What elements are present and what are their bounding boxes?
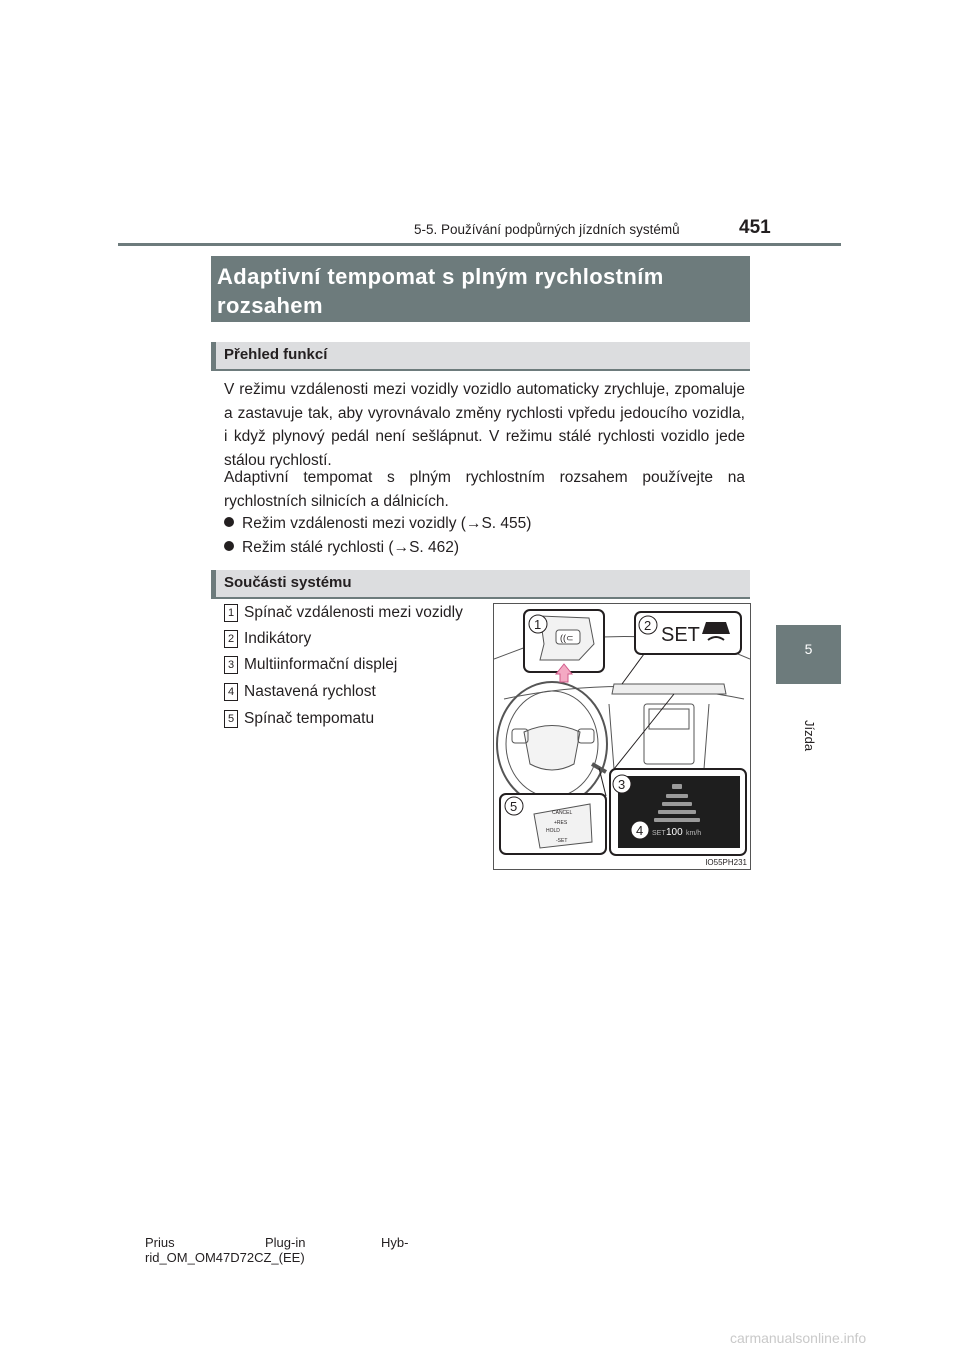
- lever-set: -SET: [556, 838, 568, 844]
- callout-4-label: 4: [636, 823, 644, 838]
- footer-variant: Plug-in: [265, 1235, 306, 1250]
- component-number: 5: [224, 710, 238, 728]
- bullet-text: Režim vzdálenosti mezi vozidly (→S. 455): [242, 515, 532, 532]
- leader-line-2: [622, 654, 644, 684]
- component-number: 4: [224, 683, 238, 701]
- callout-2-label: 2: [644, 618, 652, 633]
- component-item: [224, 653, 397, 676]
- wheel-right-buttons: [578, 729, 594, 743]
- footer: [145, 1235, 408, 1265]
- component-item: [224, 707, 374, 730]
- heading-rule: [211, 369, 750, 371]
- lever-res: +RES: [554, 820, 568, 826]
- watermark: carmanualsonline.info: [730, 1330, 867, 1346]
- component-label: Multiinformační displej: [244, 656, 398, 673]
- overview-heading: Přehled funkcí: [224, 346, 328, 363]
- header-rule: [118, 243, 841, 246]
- running-header: 5-5. Používání podpůrných jízdních systémů: [414, 222, 680, 237]
- leader-line-3: [610, 694, 674, 774]
- figure-code: IO55PH231: [705, 858, 747, 867]
- display-set-label: SET: [652, 830, 666, 837]
- lever-cancel: CANCEL: [552, 810, 573, 816]
- title-band: [211, 256, 750, 322]
- callout-1-label: 1: [534, 617, 542, 632]
- footer-line-1: [145, 1235, 408, 1250]
- center-vent: [644, 704, 694, 764]
- dashboard-illustration: [493, 603, 751, 870]
- bullet-text: Režim stálé rychlosti (→S. 462): [242, 539, 460, 556]
- chapter-label: Jízda: [802, 720, 817, 752]
- heading-marker: [211, 342, 216, 369]
- component-item: [224, 627, 311, 650]
- footer-hyb: Hyb-: [381, 1235, 409, 1250]
- distance-switch-icon: ((⊂: [560, 633, 574, 643]
- component-item: [224, 680, 376, 703]
- heading-marker: [211, 570, 216, 597]
- callout-3-label: 3: [618, 777, 626, 792]
- page-number: 451: [739, 217, 771, 238]
- bullet-icon: [224, 517, 234, 527]
- component-label: Indikátory: [244, 630, 312, 647]
- component-number: 1: [224, 604, 238, 622]
- vent-slats: [649, 709, 689, 729]
- dashboard-drawing: [494, 604, 750, 869]
- component-label: Spínač tempomatu: [244, 710, 375, 727]
- component-item: [224, 601, 463, 624]
- bullet-item: [224, 536, 459, 559]
- component-number: 2: [224, 630, 238, 648]
- heading-rule: [211, 597, 750, 599]
- set-indicator: SET: [661, 624, 700, 646]
- overview-paragraph-1: V režimu vzdálenosti mezi vozidly vozidlo automaticky zrychluje, zpomaluje a zastavuje tak, aby vyrovnávalo změny rychlosti vpředu jedoucího vozidla, i když plynový pedál není sešlápnut. V režimu stálé rychlosti vozidlo jede stálou rychlostí.: [224, 381, 745, 469]
- radar-car-icon: [702, 622, 730, 634]
- display-speed: 100: [666, 827, 683, 838]
- callout-5-label: 5: [510, 799, 518, 814]
- display-unit: km/h: [686, 830, 702, 837]
- steering-hub: [524, 726, 580, 771]
- component-label: Nastavená rychlost: [244, 683, 376, 700]
- overview-heading-band: [211, 342, 750, 369]
- footer-line-2: rid_OM_OM47D72CZ_(EE): [145, 1250, 305, 1265]
- dash-display-bezel: [612, 684, 726, 694]
- components-heading: Součásti systému: [224, 574, 352, 591]
- page-title: Adaptivní tempomat s plným rychlostním rozsahem: [217, 264, 664, 318]
- bullet-item: [224, 512, 531, 535]
- chapter-number: 5: [804, 641, 813, 657]
- components-heading-band: [211, 570, 750, 597]
- chapter-tab: [776, 625, 841, 684]
- component-number: 3: [224, 656, 238, 674]
- overview-paragraph-2: Adaptivní tempomat s plným rychlostním rozsahem používejte na rychlostních silnicích a dálnicích.: [224, 469, 745, 510]
- bullet-icon: [224, 541, 234, 551]
- component-label: Spínač vzdálenosti mezi vozidly: [244, 604, 463, 621]
- lever-hold: HOLD: [546, 828, 560, 834]
- footer-model: Prius: [145, 1235, 175, 1250]
